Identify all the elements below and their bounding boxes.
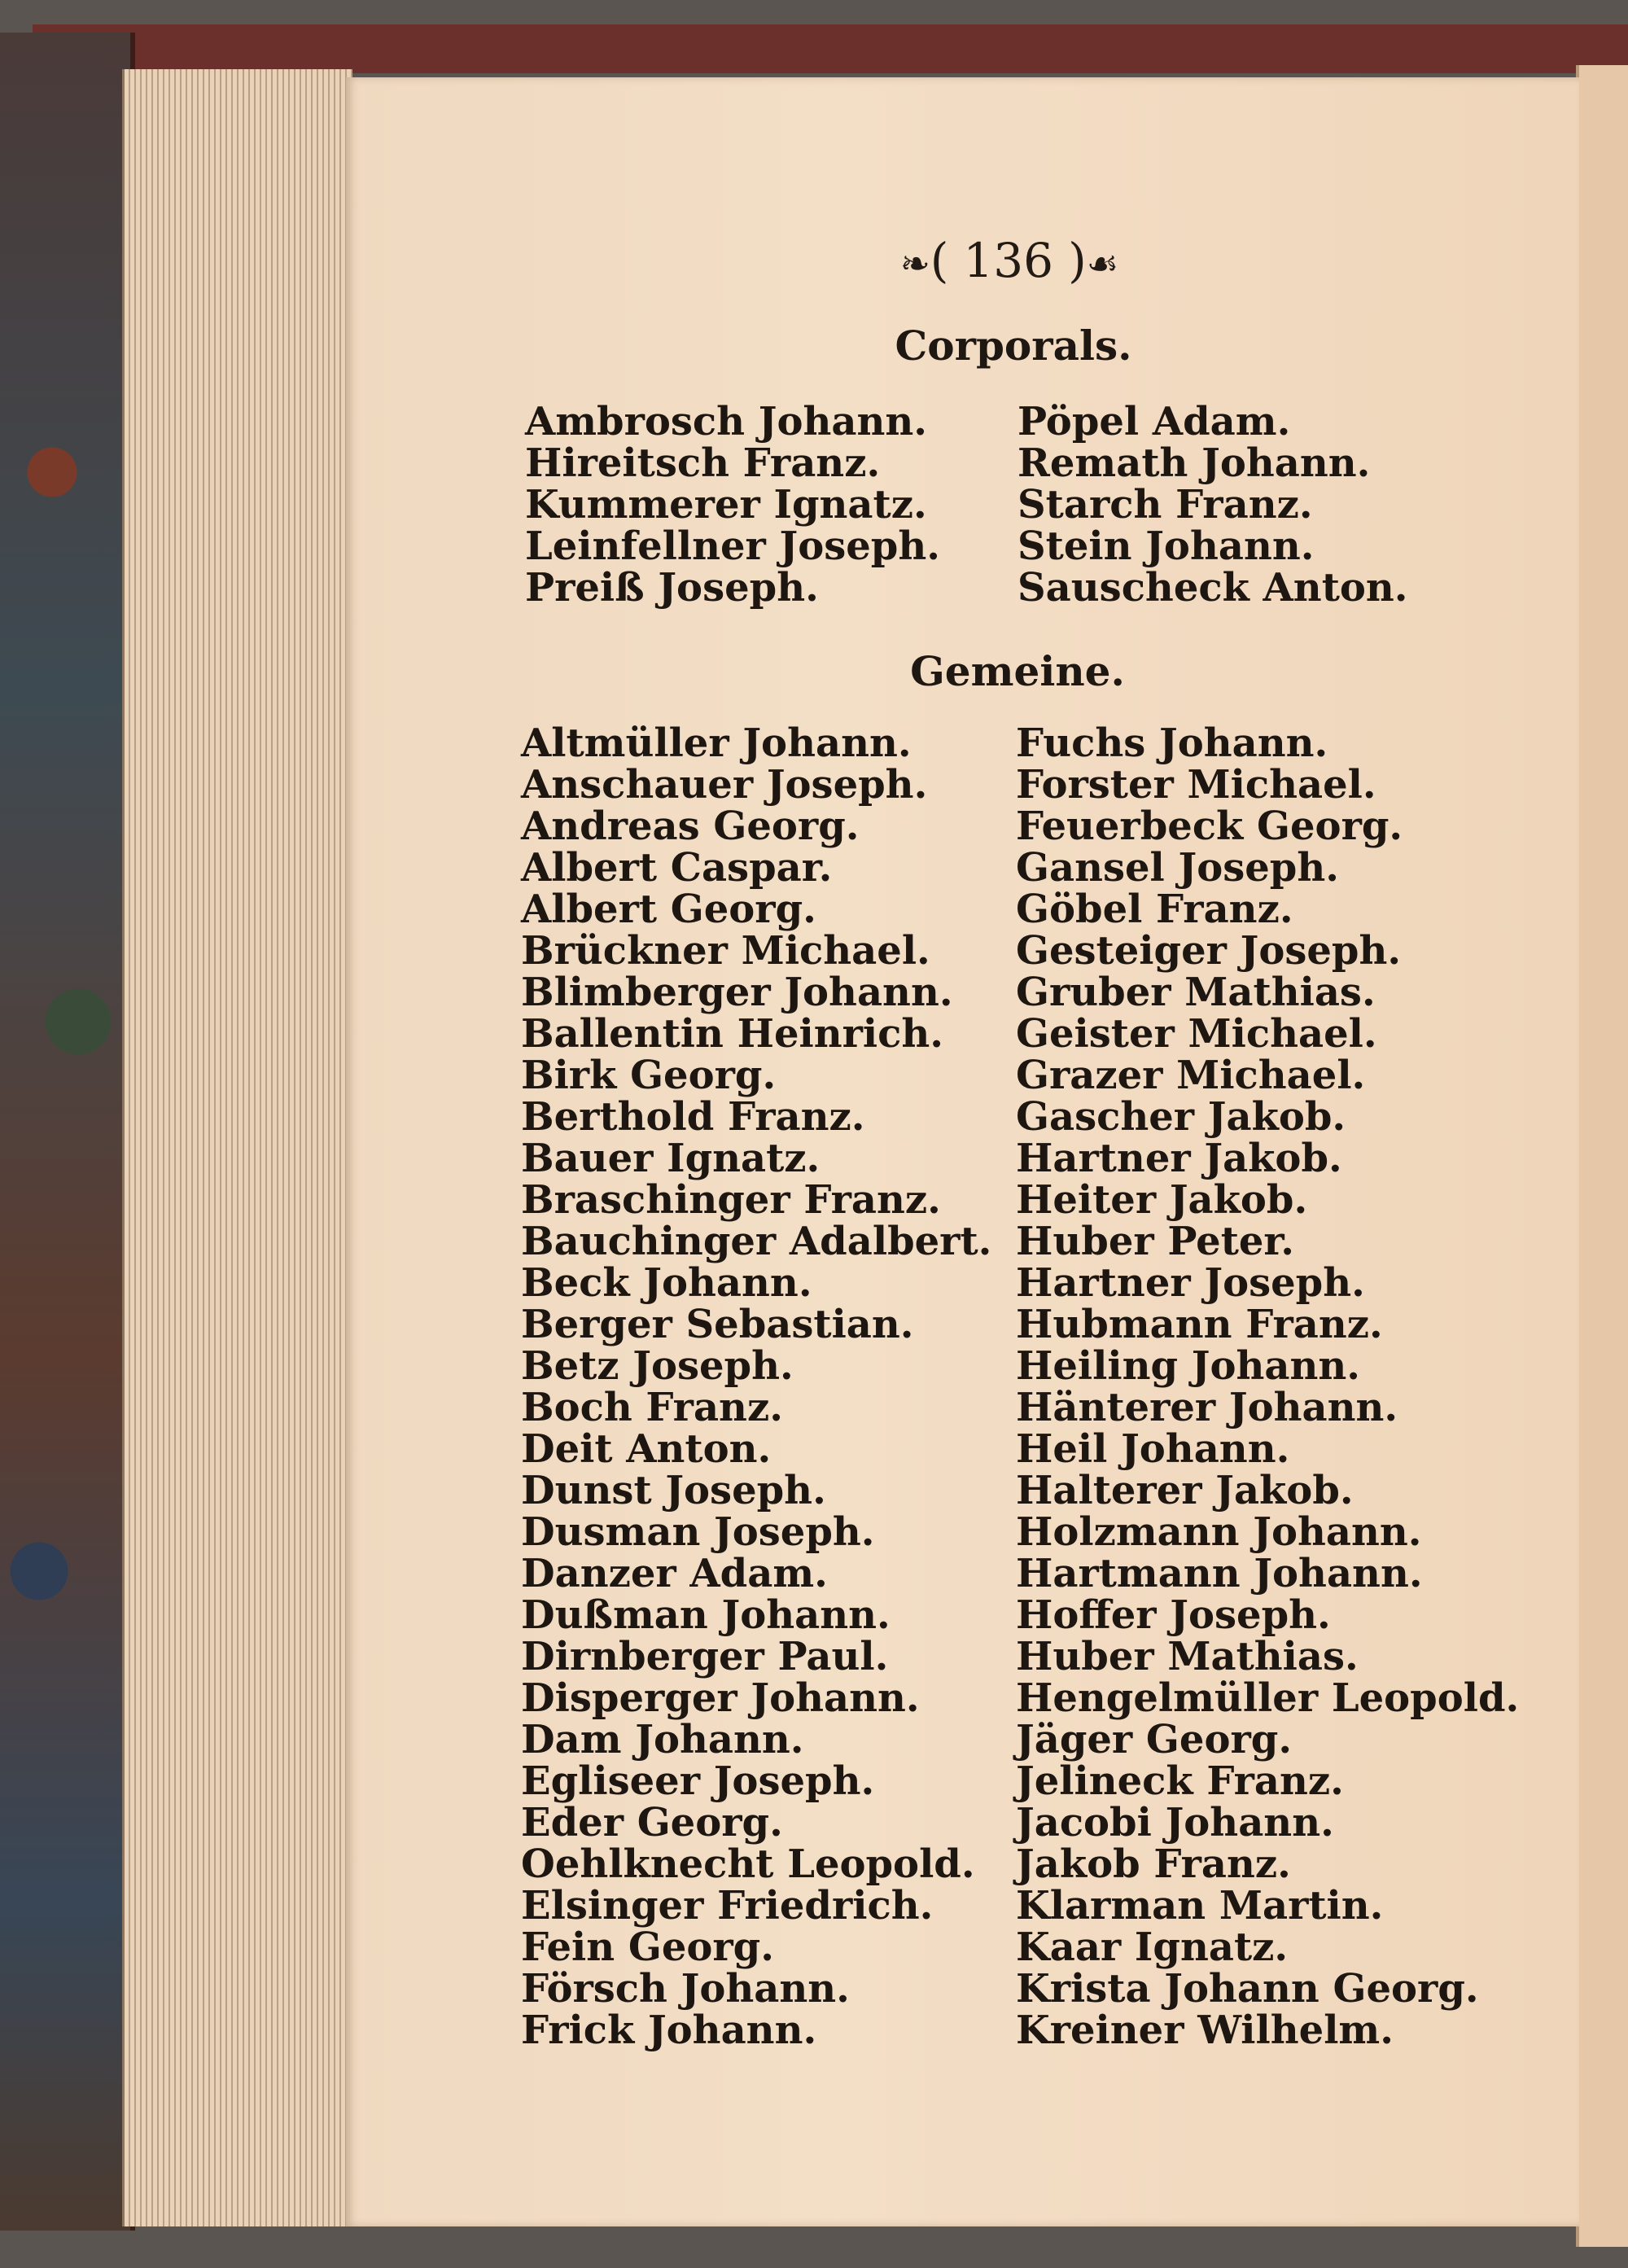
- left-ornament-icon: ❧: [899, 243, 930, 285]
- name-entry: Jacobi Johann.: [1016, 1800, 1334, 1845]
- open-paren: (: [930, 233, 949, 288]
- name-entry: Pöpel Adam.: [1017, 399, 1291, 444]
- corporals-right-column: [1017, 401, 1473, 609]
- name-entry: Brückner Michael.: [521, 928, 930, 974]
- name-entry: Jakob Franz.: [1016, 1841, 1291, 1887]
- name-entry: Dusman Joseph.: [521, 1509, 875, 1555]
- page-header: [830, 228, 1188, 293]
- name-entry: Oehlknecht Leopold.: [521, 1841, 975, 1887]
- name-entry: Ballentin Heinrich.: [521, 1011, 943, 1057]
- name-entry: Hubmann Franz.: [1016, 1302, 1383, 1347]
- name-entry: Ambrosch Johann.: [525, 399, 927, 444]
- name-entry: Forster Michael.: [1016, 762, 1376, 808]
- name-entry: Kaar Ignatz.: [1016, 1924, 1289, 1970]
- name-entry: Egliseer Joseph.: [521, 1758, 875, 1804]
- name-entry: Betz Joseph.: [521, 1343, 794, 1389]
- name-entry: Gruber Mathias.: [1016, 970, 1376, 1015]
- name-entry: Danzer Adam.: [521, 1551, 828, 1596]
- name-entry: Fuchs Johann.: [1016, 720, 1328, 766]
- gemeine-left-column: [521, 720, 1009, 2053]
- name-entry: Holzmann Johann.: [1016, 1509, 1422, 1555]
- name-entry: Hänterer Johann.: [1016, 1385, 1398, 1430]
- name-entry: Birk Georg.: [521, 1053, 777, 1098]
- name-entry: Braschinger Franz.: [521, 1177, 941, 1223]
- name-entry: Bauchinger Adalbert.: [521, 1219, 992, 1264]
- name-entry: Hartner Joseph.: [1016, 1260, 1365, 1306]
- name-entry: Remath Johann.: [1017, 440, 1371, 486]
- name-entry: Hireitsch Franz.: [525, 440, 881, 486]
- name-entry: Heiling Johann.: [1016, 1343, 1360, 1389]
- name-entry: Kreiner Wilhelm.: [1016, 2007, 1394, 2053]
- name-entry: Gascher Jakob.: [1016, 1094, 1346, 1140]
- page-number: 136: [963, 233, 1054, 288]
- section-heading-gemeine: Gemeine.: [910, 647, 1125, 695]
- name-entry: Dirnberger Paul.: [521, 1634, 889, 1679]
- name-entry: Preiß Joseph.: [525, 565, 819, 611]
- section-heading-corporals: Corporals.: [895, 322, 1132, 370]
- name-entry: Jelineck Franz.: [1016, 1758, 1344, 1804]
- name-entry: Elsinger Friedrich.: [521, 1883, 934, 1929]
- name-entry: Stein Johann.: [1017, 523, 1315, 569]
- name-entry: Hoffer Joseph.: [1016, 1592, 1331, 1638]
- name-entry: Gesteiger Joseph.: [1016, 928, 1402, 974]
- name-entry: Huber Mathias.: [1016, 1634, 1359, 1679]
- facing-page-edge: [1576, 65, 1628, 2247]
- name-entry: Dam Johann.: [521, 1717, 804, 1762]
- name-entry: Fein Georg.: [521, 1924, 774, 1970]
- name-entry: Beck Johann.: [521, 1260, 812, 1306]
- name-entry: Göbel Franz.: [1016, 887, 1293, 932]
- name-entry: Disperger Johann.: [521, 1675, 920, 1721]
- name-entry: Starch Franz.: [1017, 482, 1313, 528]
- name-entry: Hartner Jakob.: [1016, 1136, 1342, 1181]
- close-paren: ): [1068, 233, 1087, 288]
- name-entry: Halterer Jakob.: [1016, 1468, 1354, 1513]
- name-entry: Deit Anton.: [521, 1426, 772, 1472]
- name-entry: Altmüller Johann.: [521, 720, 912, 766]
- name-entry: Albert Caspar.: [521, 845, 833, 891]
- name-entry: Berger Sebastian.: [521, 1302, 914, 1347]
- name-entry: Grazer Michael.: [1016, 1053, 1366, 1098]
- name-entry: Heil Johann.: [1016, 1426, 1290, 1472]
- name-entry: Feuerbeck Georg.: [1016, 803, 1403, 849]
- corporals-left-column: [525, 401, 1013, 609]
- name-entry: Anschauer Joseph.: [521, 762, 928, 808]
- name-entry: Frick Johann.: [521, 2007, 817, 2053]
- name-entry: Andreas Georg.: [521, 803, 860, 849]
- name-entry: Jäger Georg.: [1016, 1717, 1293, 1762]
- name-entry: Leinfellner Joseph.: [525, 523, 940, 569]
- name-entry: Försch Johann.: [521, 1966, 850, 2012]
- name-entry: Bauer Ignatz.: [521, 1136, 821, 1181]
- marbled-book-cover: [0, 33, 135, 2231]
- name-entry: Boch Franz.: [521, 1385, 783, 1430]
- page-stack-edges: [122, 69, 352, 2226]
- name-entry: Kummerer Ignatz.: [525, 482, 927, 528]
- name-entry: Sauscheck Anton.: [1017, 565, 1408, 611]
- name-entry: Geister Michael.: [1016, 1011, 1377, 1057]
- name-entry: Heiter Jakob.: [1016, 1177, 1308, 1223]
- name-entry: Blimberger Johann.: [521, 970, 953, 1015]
- name-entry: Berthold Franz.: [521, 1094, 865, 1140]
- name-entry: Albert Georg.: [521, 887, 816, 932]
- book-cover-top: [33, 24, 1628, 73]
- gemeine-right-column: [1016, 720, 1520, 2053]
- name-entry: Hengelmüller Leopold.: [1016, 1675, 1520, 1721]
- name-entry: Hartmann Johann.: [1016, 1551, 1423, 1596]
- name-entry: Huber Peter.: [1016, 1219, 1294, 1264]
- name-entry: Dußman Johann.: [521, 1592, 891, 1638]
- name-entry: Dunst Joseph.: [521, 1468, 826, 1513]
- name-entry: Eder Georg.: [521, 1800, 783, 1845]
- name-entry: Gansel Joseph.: [1016, 845, 1339, 891]
- name-entry: Krista Johann Georg.: [1016, 1966, 1479, 2012]
- name-entry: Klarman Martin.: [1016, 1883, 1384, 1929]
- right-ornament-icon: ☙: [1086, 243, 1119, 285]
